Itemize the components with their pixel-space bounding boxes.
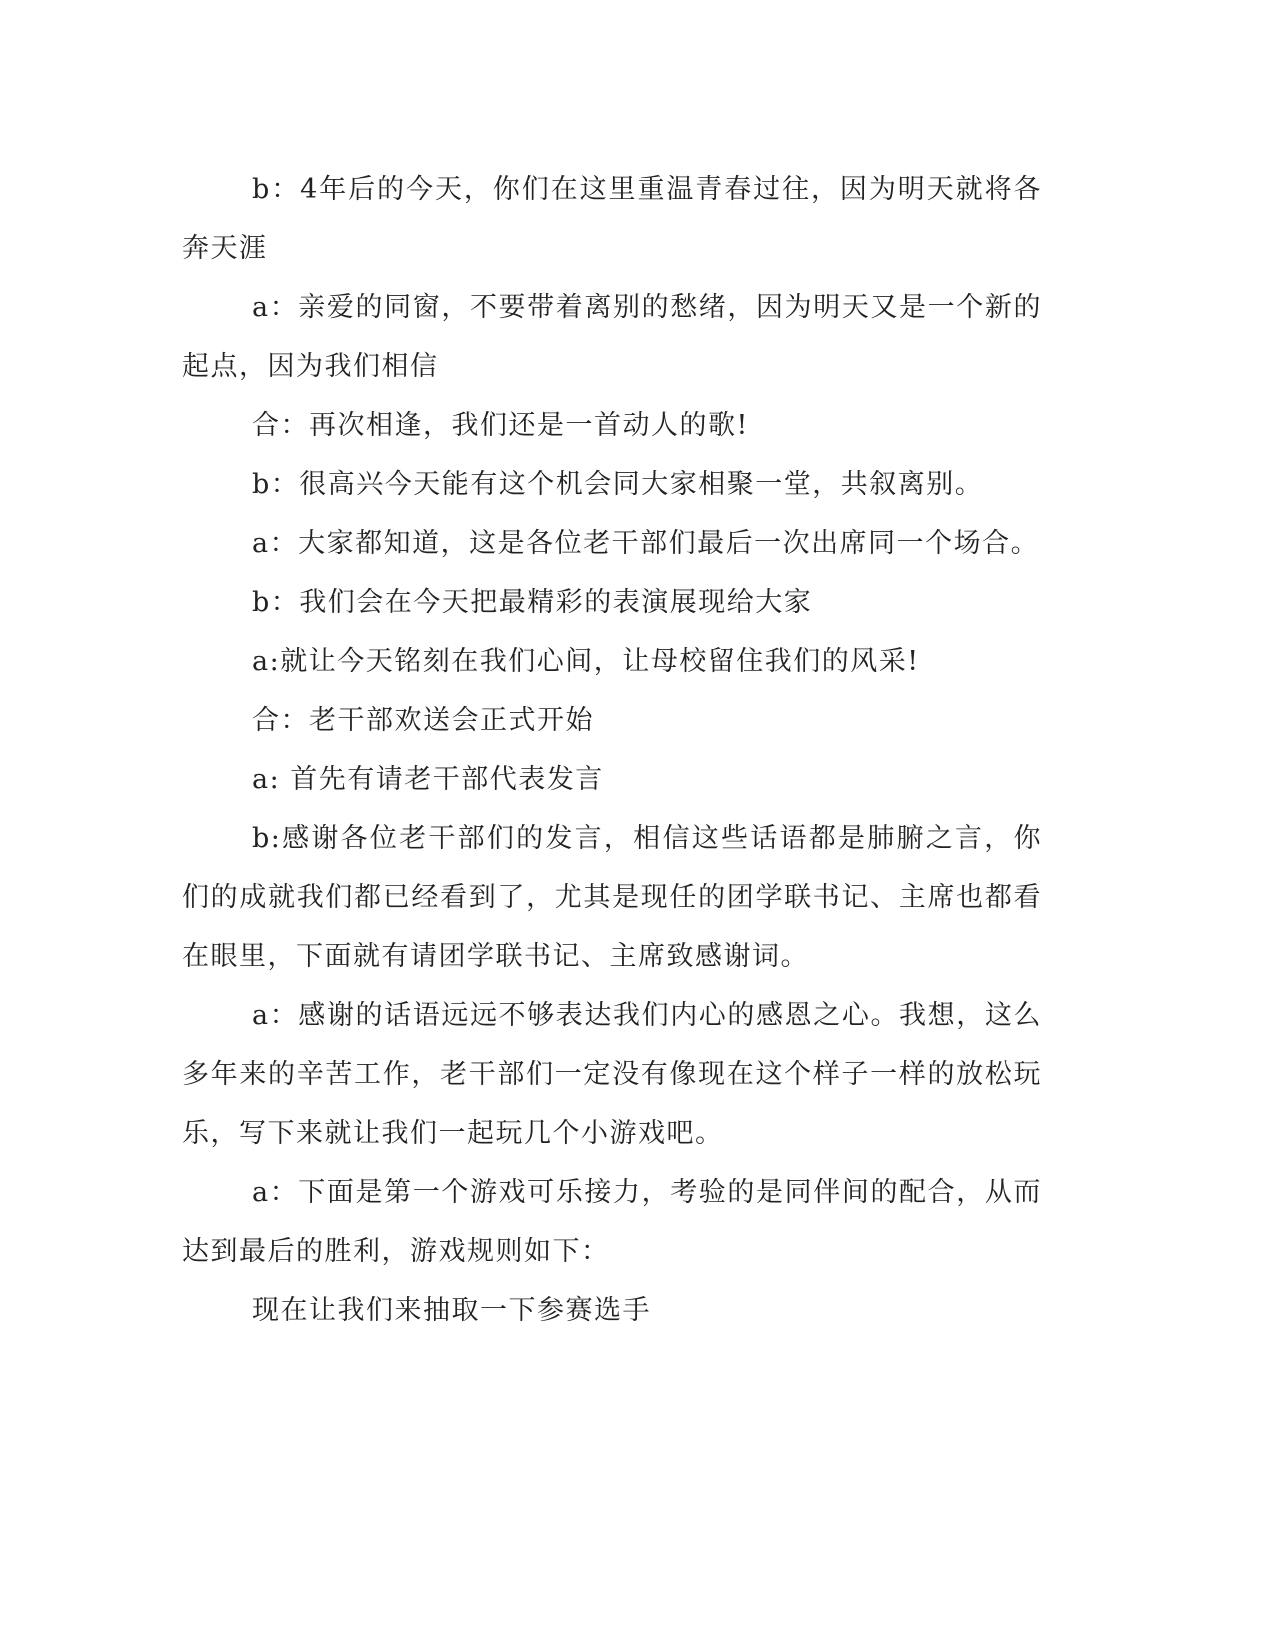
paragraph-4: b：很高兴今天能有这个机会同大家相聚一堂，共叙离别。: [252, 469, 984, 500]
paragraph-12: a：下面是第一个游戏可乐接力，考验的是同伴间的配合，从而达到最后的胜利，游戏规则如下：: [182, 1177, 1042, 1267]
paragraph-2: a：亲爱的同窗，不要带着离别的愁绪，因为明天又是一个新的起点，因为我们相信: [182, 292, 1042, 382]
paragraph-9: a: 首先有请老干部代表发言: [252, 764, 604, 795]
paragraph-13: 现在让我们来抽取一下参赛选手: [252, 1295, 651, 1326]
paragraph-3: 合：再次相逢，我们还是一首动人的歌!: [252, 410, 749, 441]
paragraph-11: a：感谢的话语远远不够表达我们内心的感恩之心。我想，这么多年来的辛苦工作，老干部们一定没有像现在这个样子一样的放松玩乐，写下来就让我们一起玩几个小游戏吧。: [182, 1000, 1042, 1149]
paragraph-5: a：大家都知道，这是各位老干部们最后一次出席同一个场合。: [252, 528, 1040, 559]
paragraph-10: b:感谢各位老干部们的发言，相信这些话语都是肺腑之言，你们的成就我们都已经看到了，尤其是现任的团学联书记、主席也都看在眼里，下面就有请团学联书记、主席致感谢词。: [182, 823, 1042, 972]
paragraph-7: a:就让今天铭刻在我们心间，让母校留住我们的风采!: [252, 646, 920, 677]
paragraph-8: 合：老干部欢送会正式开始: [252, 705, 594, 736]
document-body: [182, 160, 1042, 1340]
paragraph-1: b：4年后的今天，你们在这里重温青春过往，因为明天就将各奔天涯: [182, 174, 1042, 264]
paragraph-6: b：我们会在今天把最精彩的表演展现给大家: [252, 587, 813, 618]
